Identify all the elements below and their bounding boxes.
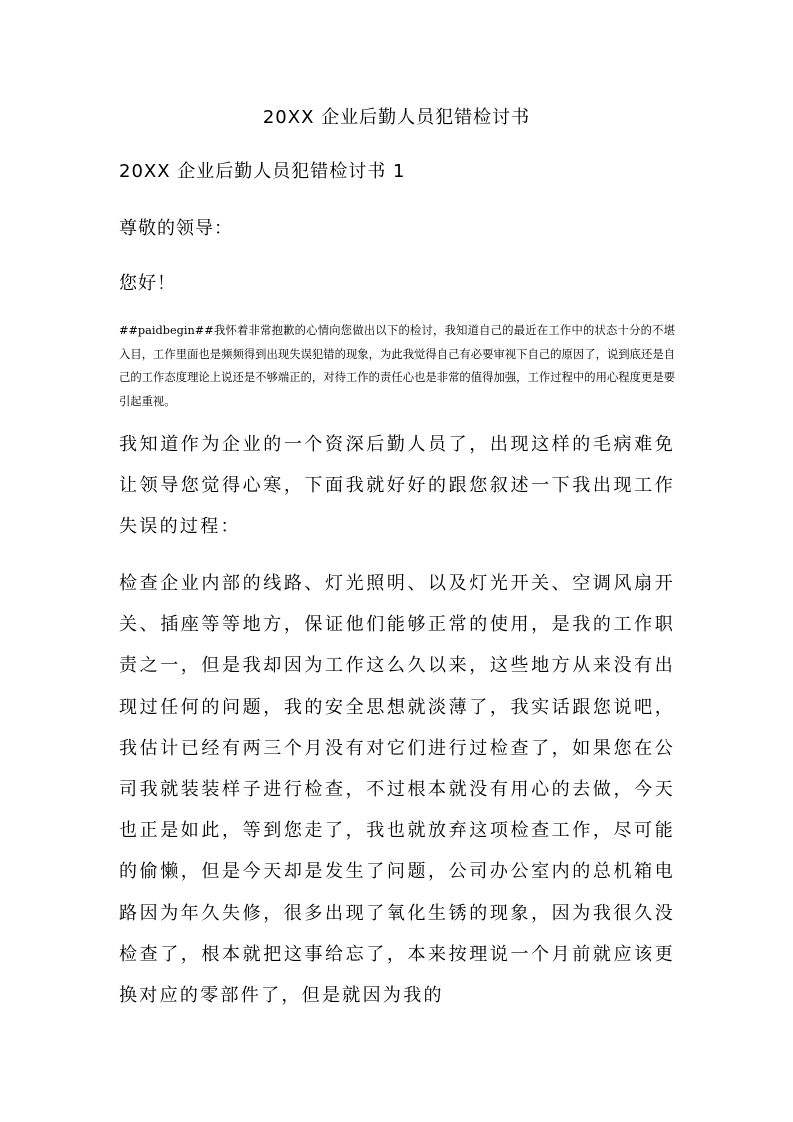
body-paragraph-2: 检查企业内部的线路、灯光照明、以及灯光开关、空调风扇开关、插座等等地方，保证他们能够正常的使用，是我的工作职责之一，但是我却因为工作这么久以来，这些地方从来没有出现过任何的问题，我的安全思想就淡薄了，我实话跟您说吧，我估计已经有两三个月没有对它们进行过检查了，如果您在公司我就装装样子进行检查，不过根本就没有用心的去做，今天也正是如此，等到您走了，我也就放弃这项检查工作，尽可能的偷懒，但是今天却是发生了问题，公司办公室内的总机箱电路因为年久失修，很多出现了氧化生锈的现象，因为我很久没检查了，根本就把这事给忘了，本来按理说一个月前就应该更换对应的零部件了，但是就因为我的 xyxy=(119,573,675,1007)
section-heading: 20XX 企业后勤人员犯错检讨书 1 xyxy=(119,161,406,182)
greeting: 您好！ xyxy=(119,273,176,294)
document-title: 20XX 企业后勤人员犯错检讨书 xyxy=(262,107,531,128)
salutation: 尊敬的领导： xyxy=(119,218,233,239)
body-paragraph-1: 我知道作为企业的一个资深后勤人员了，出现这样的毛病难免让领导您觉得心寒，下面我就好好的跟您叙述一下我出现工作失误的过程： xyxy=(119,434,675,538)
intro-paragraph: ##paidbegin##我怀着非常抱歉的心情向您做出以下的检讨，我知道自己的最近在工作中的状态十分的不堪入目，工作里面也是频频得到出现失误犯错的现象，为此我觉得自己有必要审视下自己的原因了，说到底还是自己的工作态度理论上说还是不够端正的，对待工作的责任心也是非常的值得加强，工作过程中的用心程度更是要引起重视。 xyxy=(119,324,675,408)
